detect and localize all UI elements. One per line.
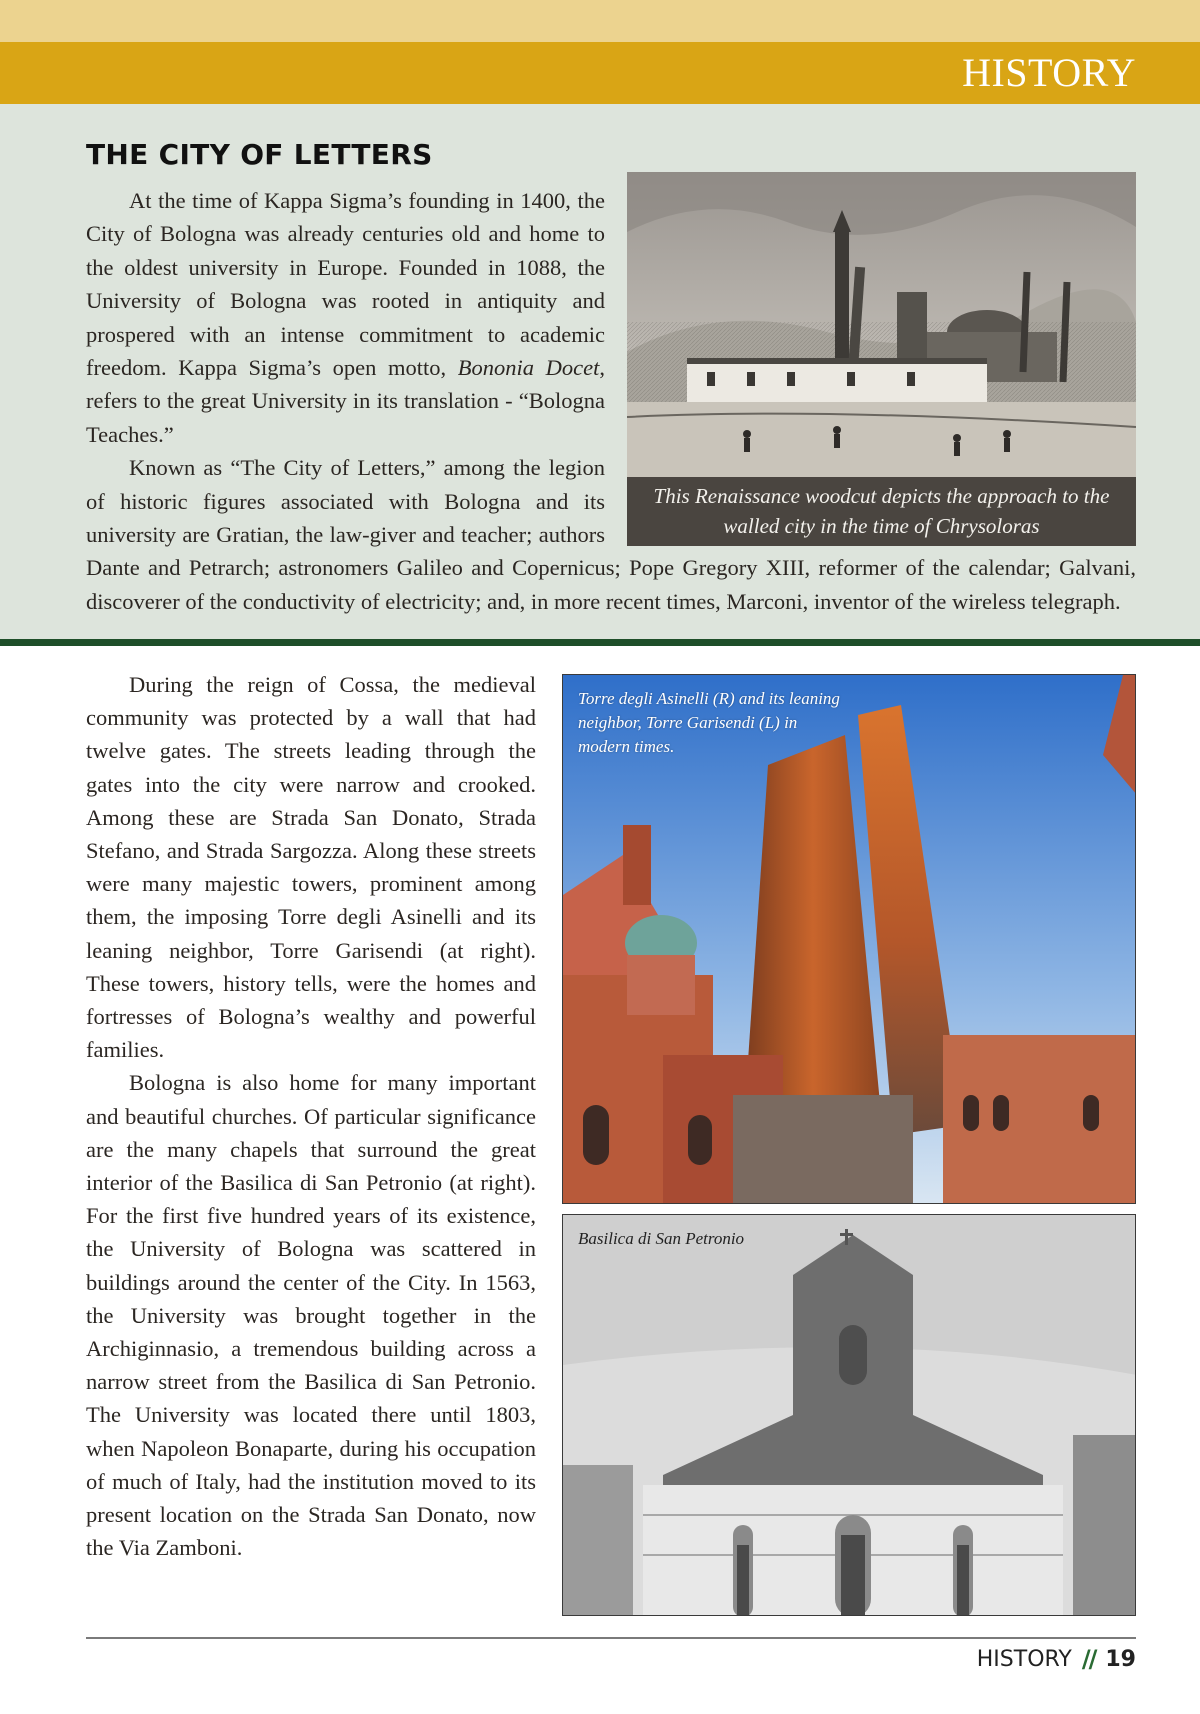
section-title: HISTORY (962, 50, 1136, 95)
footer-separator: // (1081, 1645, 1096, 1673)
basilica-image (563, 1215, 1136, 1616)
footer-section-label: HISTORY (976, 1646, 1072, 1672)
woodcut-figure (627, 172, 1136, 546)
basilica-photo (562, 1214, 1136, 1616)
body-text-column (86, 668, 536, 1564)
panel-paragraph-1-part-1: At the time of Kappa Sigma’s founding in 1400, the City of Bologna was already centuries old and home to the oldest university in Europe. Founded in 1088, the University of Bologna was rooted in antiquity and prospered with an intense commitment to academic freedom. Kappa Sigma’s open motto, (86, 188, 605, 381)
motto-text: Bononia Docet (457, 355, 600, 381)
panel-paragraph-2: Known as “The City of Letters,” among the legion of historic figures associated with Bologna and its university are Gratian, the law-giver and teacher; authors Dante and Petrarch; astronomers Galileo and Copernicus; Pope Gregory XIII, reformer of the calendar; Galvani, discoverer of the conductivity of electricity; and, in more recent times, Marconi, inventor of the wireless telegraph. (86, 455, 1136, 614)
body-paragraph-1: During the reign of Cossa, the medieval community was protected by a wall that had twelve gates. The streets leading through the gates into the city were narrow and crooked. Among these are Strada San Donato, Strada Stefano, and Strada Sargozza. Along these streets were many majestic towers, prominent among them, the imposing Torre degli Asinelli and its leaning neighbor, Torre Garisendi (at right). These towers, history tells, were the homes and fortresses of Bologna’s wealthy and powerful families. (86, 672, 536, 1063)
page-footer (977, 1642, 1136, 1676)
panel-heading: THE CITY OF LETTERS (86, 138, 433, 171)
footer-rule (86, 1637, 1136, 1639)
page-number: 19 (1105, 1646, 1136, 1672)
panel-text (86, 184, 1136, 618)
feature-panel (0, 104, 1200, 646)
section-header-bar (0, 42, 1200, 104)
towers-photo (562, 674, 1136, 1204)
towers-caption: Torre degli Asinelli (R) and its leaning neighbor, Torre Garisendi (L) in modern times. (578, 689, 840, 756)
top-color-strip (0, 0, 1200, 42)
panel-paragraph-1-part-2: , refers to the great University in its translation - “Bologna Teaches.” (86, 355, 605, 447)
body-paragraph-2: Bologna is also home for many important and beautiful churches. Of particular significance are the many chapels that surround the great interior of the Basilica di San Petronio (at right). For the first five hundred years of its existence, the University of Bologna was scattered in buildings around the center of the City. In 1563, the University was brought together in the Archiginnasio, a tremendous building across a narrow street from the Basilica di San Petronio. The University was located there until 1803, when Napoleon Bonaparte, during his occupation of much of Italy, had the institution moved to its present location on the Strada San Donato, now the Via Zamboni. (86, 1070, 536, 1561)
woodcut-caption: This Renaissance woodcut depicts the approach to the walled city in the time of Chrysoloras (653, 484, 1110, 538)
basilica-caption: Basilica di San Petronio (578, 1229, 745, 1248)
woodcut-image (627, 172, 1136, 477)
